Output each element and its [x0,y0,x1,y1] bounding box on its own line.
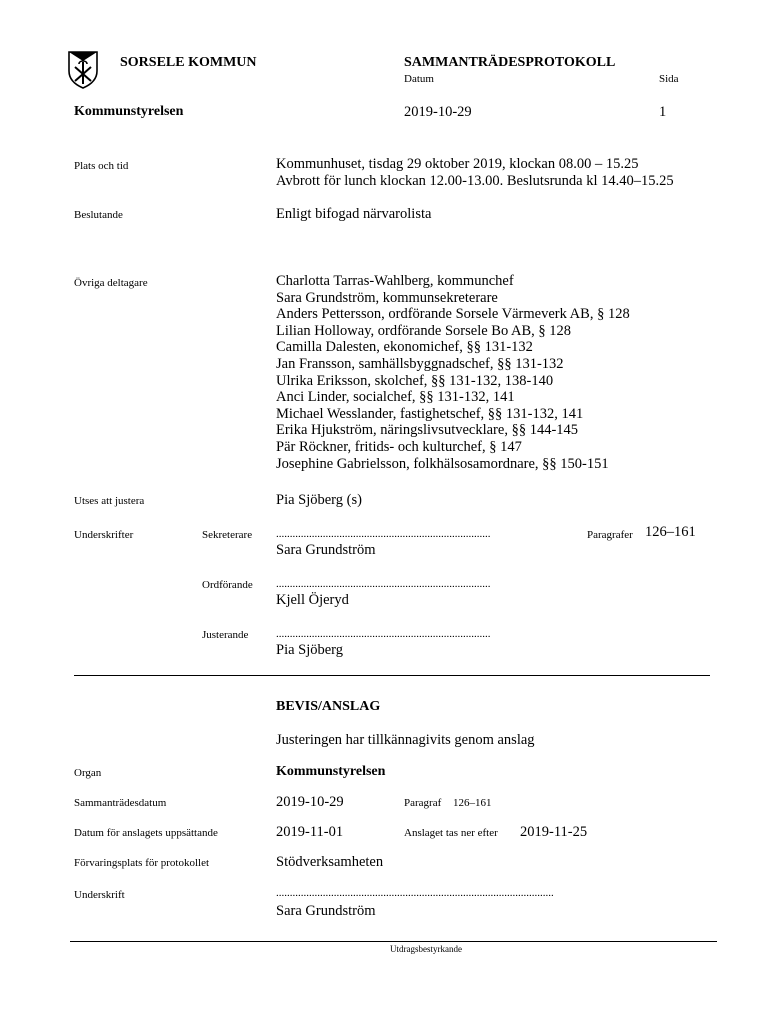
adjuster-name: Pia Sjöberg [276,642,343,658]
signatures-label: Underskrifter [74,529,134,541]
paragraph-value: 126–161 [453,797,492,809]
place-line-2: Avbrott för lunch klockan 12.00-13.00. Beslutsrunda kl 14.40–15.25 [276,173,674,189]
paragraphs-value: 126–161 [645,524,696,540]
board-name: Kommunstyrelsen [74,104,184,119]
attendee: Pär Röckner, fritids- och kulturchef, § 147 [276,438,522,455]
removed-date-label: Anslaget tas ner efter [404,827,498,839]
notice-text: Justeringen har tillkännagivits genom anslag [276,732,535,748]
attendee: Ulrika Eriksson, skolchef, §§ 131-132, 138-140 [276,372,554,389]
adjuster-role: Justerande [202,629,249,641]
attendee: Erika Hjukström, näringslivsutvecklare, §§ 144-145 [276,422,579,439]
attendee-list [276,273,630,472]
document-type: SAMMANTRÄDESPROTOKOLL [404,55,616,70]
municipality-name: SORSELE KOMMUN [120,55,257,70]
adjuster-label: Utses att justera [74,495,145,507]
attendee: Camilla Dalesten, ekonomichef, §§ 131-132 [276,339,533,356]
section-divider [74,675,710,676]
deciding-value: Enligt bifogad närvarolista [276,206,432,222]
organ-value: Kommunstyrelsen [276,764,386,779]
secretary-role: Sekreterare [202,529,253,541]
page-label: Sida [659,73,679,85]
paragraphs-label: Paragrafer [587,529,633,541]
adjuster-value: Pia Sjöberg (s) [276,492,362,508]
attendee: Sara Grundström, kommunsekreterare [276,289,498,306]
secretary-name: Sara Grundström [276,542,376,558]
attendee: Josephine Gabrielsson, folkhälsosamordnare, §§ 150-151 [276,455,609,472]
signature-label: Underskrift [74,889,125,901]
coat-of-arms-icon [68,51,98,89]
date-label: Datum [404,73,434,85]
place-line-1: Kommunhuset, tisdag 29 oktober 2019, klockan 08.00 – 15.25 [276,156,639,172]
others-label: Övriga deltagare [74,277,148,289]
removed-date-value: 2019-11-25 [520,824,588,840]
attendee: Lilian Holloway, ordförande Sorsele Bo AB, § 128 [276,322,572,339]
chair-name: Kjell Öjeryd [276,592,349,608]
attendee: Jan Fransson, samhällsbyggnadschef, §§ 131-132 [276,355,564,372]
posted-date-label: Datum för anslagets uppsättande [74,827,218,839]
footer-text: Utdragsbestyrkande [390,944,462,954]
meeting-date-label: Sammanträdesdatum [74,797,167,809]
paragraph-label: Paragraf [404,797,442,809]
storage-value: Stödverksamheten [276,854,384,870]
adjuster-signature-line: .............................................................................. [276,628,491,640]
attendee: Charlotta Tarras-Wahlberg, kommunchef [276,273,514,289]
signature-name: Sara Grundström [276,903,376,919]
chair-signature-line: .............................................................................. [276,578,491,590]
attendee: Anci Linder, socialchef, §§ 131-132, 141 [276,389,515,406]
attendee: Michael Wesslander, fastighetschef, §§ 131-132, 141 [276,405,584,422]
attendee: Anders Pettersson, ordförande Sorsele Värmeverk AB, § 128 [276,306,630,323]
footer-divider [70,941,717,942]
storage-label: Förvaringsplats för protokollet [74,857,210,869]
page-number: 1 [659,104,667,120]
deciding-label: Beslutande [74,209,123,221]
posted-date-value: 2019-11-01 [276,824,344,840]
chair-role: Ordförande [202,579,253,591]
signature-line: ..................................................................................................... [276,887,554,899]
meeting-date-value: 2019-10-29 [276,794,344,810]
place-label: Plats och tid [74,160,129,172]
organ-label: Organ [74,767,102,779]
secretary-signature-line: .............................................................................. [276,528,491,540]
notice-title: BEVIS/ANSLAG [276,699,381,714]
meeting-date: 2019-10-29 [404,104,472,120]
